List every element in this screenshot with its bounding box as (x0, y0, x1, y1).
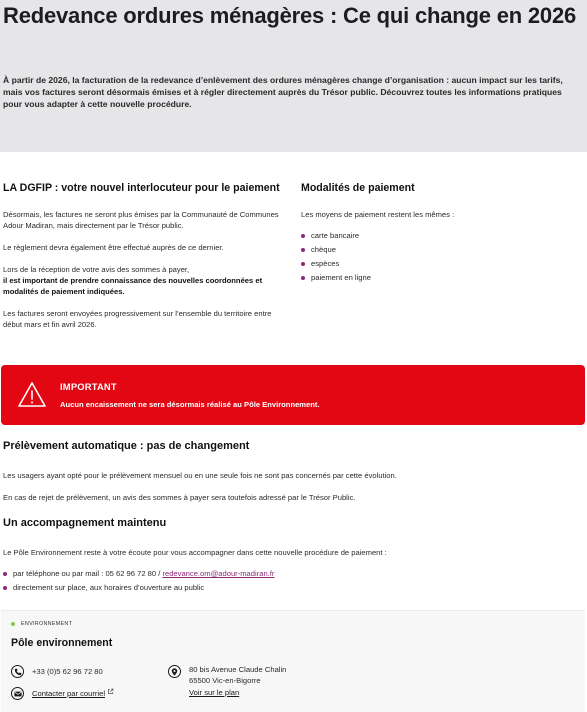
contact-phone-text: par téléphone ou par mail : 05 62 96 72 80 / (13, 569, 163, 578)
location-pin-icon (168, 665, 181, 678)
dgfip-paragraph-1: Désormais, les factures ne seront plus émises par la Communauté de Communes Adour Madiran, mais directement par le Trésor public. (3, 210, 279, 230)
mail-row (11, 687, 114, 700)
page-intro: À partir de 2026, la facturation de la redevance d’enlèvement des ordures ménagères change d’organisation : aucun impact sur les tarifs, mais vos factures seront désormais émises et à régler directement auprès du Trésor public. Découvrez toutes les informations pratiques pour vous adapter à cette nouvelle procédure. (3, 75, 563, 109)
external-link-icon (107, 688, 114, 699)
address-block (168, 665, 286, 698)
dgfip-paragraph-2: Le règlement devra également être effectué auprès de ce dernier. (3, 243, 224, 252)
dgfip-paragraph-4: Les factures seront envoyées progressivement sur l’ensemble du territoire entre début mars et fin avril 2026. (3, 309, 272, 329)
email-link[interactable]: redevance.om@adour-madiran.fr (162, 569, 275, 578)
alert-title: IMPORTANT (60, 381, 117, 392)
dgfip-paragraph-3-emphasis: il est important de prendre connaissance des nouvelles coordonnées et modalités de paiement indiquées. (3, 276, 263, 296)
accompagnement-heading: Un accompagnement maintenu (3, 517, 167, 529)
hero-banner (0, 0, 587, 152)
accompagnement-intro: Le Pôle Environnement reste à votre écoute pour vous accompagner dans cette nouvelle procédure de paiement : (3, 548, 387, 557)
accompagnement-section (3, 517, 583, 595)
map-link[interactable]: Voir sur le plan (189, 688, 240, 697)
warning-triangle-icon (17, 381, 47, 408)
list-item (3, 567, 583, 581)
mail-icon (11, 687, 24, 700)
accompagnement-list (3, 567, 583, 595)
prelevement-heading: Prélèvement automatique : pas de changement (3, 440, 250, 452)
payment-methods-list (301, 229, 581, 285)
address-text (189, 664, 286, 698)
tag-dot (11, 622, 15, 626)
address-line-1: 80 bis Avenue Claude Chalin (189, 665, 287, 674)
dgfip-section (3, 182, 288, 330)
list-item: directement sur place, aux horaires d’ouverture au public (3, 581, 583, 595)
address-line-2: 65500 Vic-en-Bigorre (189, 676, 261, 685)
list-item: carte bancaire (301, 229, 581, 243)
modalites-section (301, 182, 581, 285)
phone-number: +33 (0)5 62 96 72 80 (32, 667, 103, 676)
dgfip-heading: LA DGFIP : votre nouvel interlocuteur pour le paiement (3, 182, 280, 194)
dgfip-paragraph-3-text: Lors de la réception de votre avis des sommes à payer, (3, 265, 190, 274)
prelevement-paragraph-2: En cas de rejet de prélèvement, un avis des sommes à payer sera toutefois adressé par le Trésor Public. (3, 493, 356, 502)
phone-icon (11, 665, 24, 678)
modalites-intro: Les moyens de paiement restent les mêmes : (301, 210, 455, 219)
list-item: espèces (301, 257, 581, 271)
prelevement-paragraph-1: Les usagers ayant opté pour le prélèvement mensuel ou en une seule fois ne sont pas concernés par cette évolution. (3, 471, 397, 480)
alert-text: Aucun encaissement ne sera désormais réalisé au Pôle Environnement. (60, 400, 320, 409)
contact-mail-link[interactable]: Contacter par courriel (32, 689, 106, 698)
prelevement-section (3, 440, 583, 503)
important-alert (1, 365, 585, 425)
dgfip-paragraph-3 (3, 264, 288, 297)
list-item: paiement en ligne (301, 271, 581, 285)
contact-card (1, 610, 585, 712)
card-title: Pôle environnement (11, 637, 113, 649)
category-tag (11, 621, 72, 627)
tag-label: ENVIRONNEMENT (21, 621, 73, 627)
list-item: chèque (301, 243, 581, 257)
page-title: Redevance ordures ménagères : Ce qui change en 2026 (3, 3, 577, 28)
modalites-heading: Modalités de paiement (301, 182, 415, 194)
phone-row (11, 665, 103, 678)
